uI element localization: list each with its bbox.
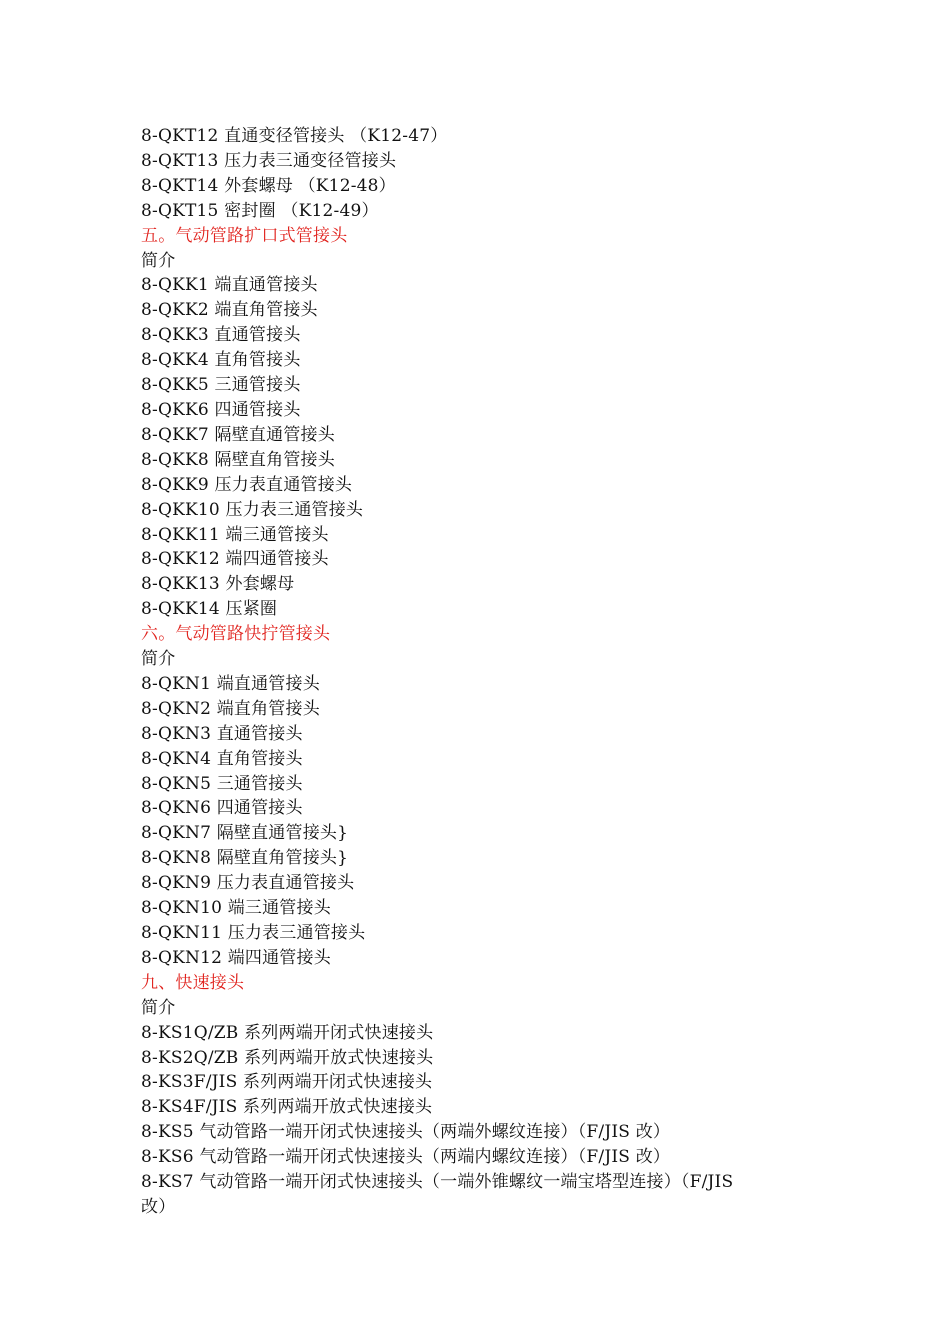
text-line: 8-QKN11 压力表三通管接头: [141, 923, 366, 943]
text-line: 8-QKN1 端直通管接头: [141, 673, 320, 694]
text-line: 8-QKK11 端三通管接头: [141, 524, 329, 545]
text-line: 8-QKN2 端直角管接头: [141, 698, 320, 719]
text-line: 改）: [141, 1196, 176, 1217]
section-heading: 六。气动管路快拧管接头: [141, 624, 331, 645]
text-line: 8-KS3F/JIS 系列两端开闭式快速接头: [141, 1072, 433, 1093]
text-line: 8-QKN7 隔壁直通管接头}: [141, 823, 349, 844]
text-line: 8-QKK4 直角管接头: [141, 350, 301, 371]
text-line: 8-QKT13 压力表三通变径管接头: [141, 150, 397, 171]
text-line: 8-KS2Q/ZB 系列两端开放式快速接头: [141, 1047, 434, 1068]
text-line: 8-QKT15 密封圈 （K12-49）: [141, 200, 379, 221]
text-line: 8-QKK3 直通管接头: [141, 325, 301, 346]
section-heading: 九、快速接头: [141, 972, 245, 993]
text-line: 8-QKK13 外套螺母: [141, 574, 295, 595]
text-line: 8-KS6 气动管路一端开闭式快速接头（两端内螺纹连接）（F/JIS 改）: [141, 1147, 671, 1168]
text-line: 8-QKN6 四通管接头: [141, 798, 303, 819]
text-line: 8-QKK5 三通管接头: [141, 375, 301, 396]
document-page: [141, 124, 811, 1220]
text-line: 8-QKN4 直角管接头: [141, 748, 303, 769]
text-line: 8-KS5 气动管路一端开闭式快速接头（两端外螺纹连接）（F/JIS 改）: [141, 1122, 671, 1143]
text-line: 8-QKK1 端直通管接头: [141, 275, 318, 296]
text-line: 8-QKT12 直通变径管接头 （K12-47）: [141, 126, 448, 146]
section-heading: 五。气动管路扩口式管接头: [141, 225, 348, 246]
text-line: 8-QKK10 压力表三通管接头: [141, 499, 364, 520]
text-line: 8-QKN3 直通管接头: [141, 723, 303, 744]
text-line: 8-QKK12 端四通管接头: [141, 549, 329, 570]
text-line: 8-KS4F/JIS 系列两端开放式快速接头: [141, 1097, 433, 1118]
text-line: 8-QKN12 端四通管接头: [141, 947, 331, 968]
text-line: 8-QKK9 压力表直通管接头: [141, 474, 353, 495]
text-line: 8-QKN5 三通管接头: [141, 773, 303, 794]
text-line: 8-QKT14 外套螺母 （K12-48）: [141, 175, 396, 196]
text-line: 8-QKN9 压力表直通管接头: [141, 873, 355, 894]
text-line: 8-QKK7 隔壁直通管接头: [141, 424, 335, 445]
text-line: 8-KS7 气动管路一端开闭式快速接头（一端外锥螺纹一端宝塔型连接）（F/JIS: [141, 1172, 734, 1193]
text-line: 8-KS1Q/ZB 系列两端开闭式快速接头: [141, 1022, 434, 1043]
text-line: 8-QKK2 端直角管接头: [141, 300, 318, 321]
text-line: 8-QKK14 压紧圈: [141, 599, 278, 620]
text-line: 简介: [141, 649, 176, 670]
text-line: 简介: [141, 997, 176, 1018]
text-line: 简介: [141, 250, 176, 271]
text-line: 8-QKK6 四通管接头: [141, 399, 301, 420]
text-line: 8-QKK8 隔壁直角管接头: [141, 449, 335, 470]
text-line: 8-QKN10 端三通管接头: [141, 898, 331, 919]
text-line: 8-QKN8 隔壁直角管接头}: [141, 848, 349, 869]
